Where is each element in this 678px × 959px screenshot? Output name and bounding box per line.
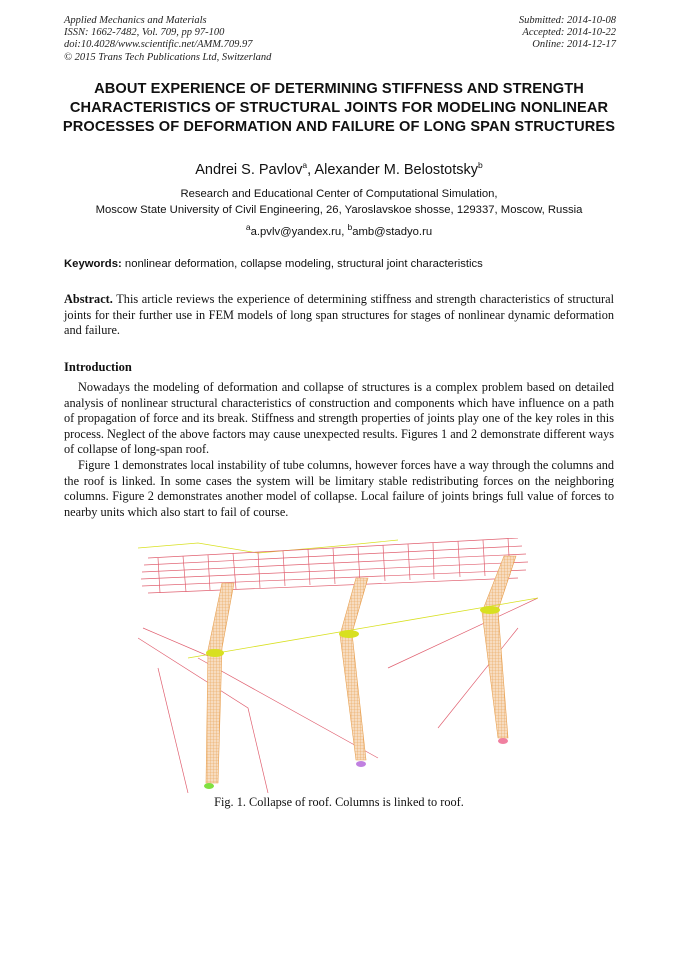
- email-mark: b: [347, 222, 353, 232]
- author-emails: $^a$a.pvlv@yandex.ru, $^b$amb@stadyo.ru: [245, 222, 433, 238]
- journal-name: Applied Mechanics and Materials: [64, 15, 207, 26]
- section-heading: Introduction: [64, 360, 132, 374]
- journal-header-left: [64, 15, 271, 64]
- accepted-date: Accepted: 2014-10-22: [522, 27, 616, 39]
- online-date: Online: 2014-12-17: [532, 39, 616, 51]
- author-mark: a: [302, 160, 308, 170]
- abstract: [64, 292, 614, 339]
- column-right: [480, 556, 516, 744]
- email-mark: a: [245, 222, 251, 232]
- paragraph: Figure 1 demonstrates local instability of tube columns, however forces have a way through the columns and the roof is linked. In some cases the system will be limitary stable redistributing forces on the neighboring columns. Figure 2 demonstrates another model of collapse. Local failure of joints brings full value of forces to nearby units which also start to fail of course.: [64, 457, 614, 519]
- keywords-label: Keywords:: [64, 258, 122, 270]
- submitted-date: Submitted: 2014-10-08: [518, 15, 616, 26]
- column-left: [204, 583, 234, 789]
- roof-grid: [138, 538, 538, 793]
- author-list: Andrei S. Pavlov$^a$, Alexander M. Belostotsky$^b$: [195, 160, 483, 178]
- affiliation-line: Research and Educational Center of Computational Simulation,: [180, 188, 498, 200]
- paper-title: ABOUT EXPERIENCE OF DETERMINING STIFFNESS AND STRENGTH CHARACTERISTICS OF STRUCTURAL JOINTS FOR MODELING NONLINEAR PROCESSES OF DEFORMATION AND FAILURE OF LONG SPAN STRUCTURES: [62, 81, 616, 135]
- email-link[interactable]: amb@stadyo.ru: [352, 225, 433, 238]
- journal-doi: doi:10.4028/www.scientific.net/AMM.709.97: [64, 39, 253, 51]
- journal-header-right: [519, 15, 616, 52]
- affiliation: [0, 187, 678, 218]
- journal-issn: ISSN: 1662-7482, Vol. 709, pp 97-100: [64, 27, 225, 39]
- collapse-figure: [138, 538, 538, 793]
- journal-copyright: © 2015 Trans Tech Publications Ltd, Switzerland: [64, 51, 272, 63]
- paragraph: Nowadays the modeling of deformation and collapse of structures is a complex problem based on detailed analysis of nonlinear structural characteristics of construction and components which have influence on a path of propagation of force and its break. Stiffness and strength properties of joints play one of the key roles in this process. Neglect of the above factors may cause unexpected results. Figures 1 and 2 demonstrate different ways of collapse of long-span roof.: [64, 380, 614, 457]
- affiliation-line: Moscow State University of Civil Engineering, 26, Yaroslavskoe shosse, 129337, Moscow, Russia: [95, 203, 583, 216]
- author-name: Alexander M. Belostotsky: [314, 161, 479, 178]
- abstract-text: This article reviews the experience of determining stiffness and strength characteristics of structural joints for their further use in FEM models of long span structures for stages of nonlinear dynamic deformation and failure.: [64, 292, 614, 338]
- author-mark: b: [478, 160, 483, 170]
- abstract-label: Abstract.: [64, 292, 113, 306]
- keywords-text: nonlinear deformation, collapse modeling, structural joint characteristics: [124, 258, 483, 270]
- author-name: Andrei S. Pavlov: [195, 161, 303, 178]
- introduction-body: [64, 380, 614, 520]
- figure-caption: Fig. 1. Collapse of roof. Columns is linked to roof.: [214, 795, 464, 809]
- keywords: [64, 258, 616, 270]
- email-link[interactable]: a.pvlv@yandex.ru: [250, 225, 342, 238]
